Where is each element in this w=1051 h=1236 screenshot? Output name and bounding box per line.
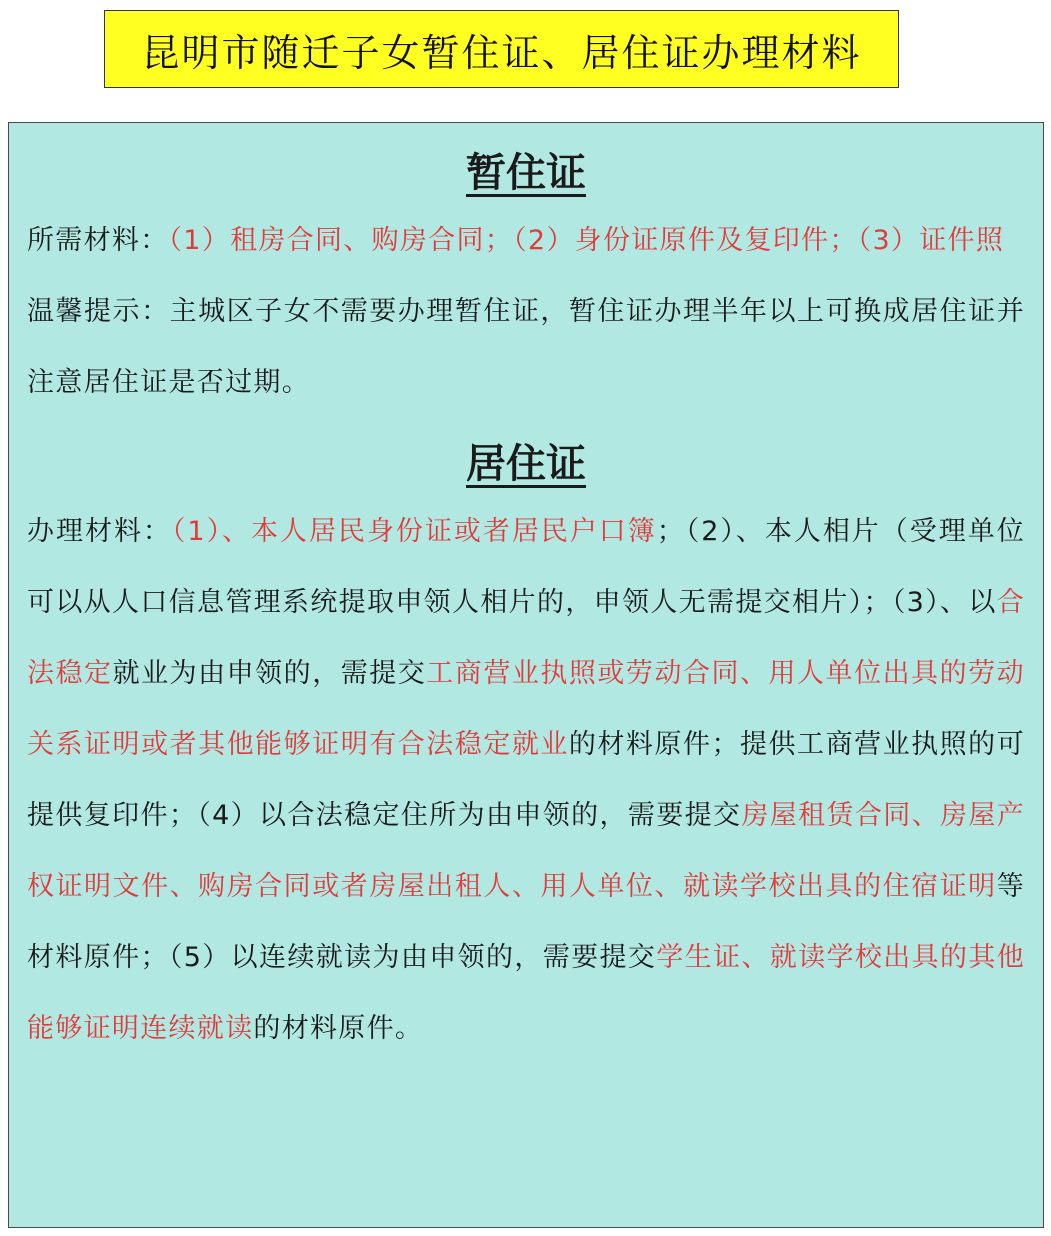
tip-label: 温馨提示： <box>27 296 170 327</box>
temp-permit-materials <box>27 205 1025 276</box>
rp-segment: 的材料原件；提供工商营业执照的可提供复印件；（4）以合法稳定住所为由申领的，需要提交 <box>27 729 1025 831</box>
temp-permit-heading <box>27 141 1025 205</box>
rp-segment: 办理材料： <box>27 516 172 547</box>
page-title: 昆明市随迁子女暂住证、居住证办理材料 <box>141 30 862 75</box>
materials-items: （1）租房合同、购房合同；（2）身份证原件及复印件；（3）证件照 <box>168 225 1005 256</box>
materials-label: 所需材料： <box>27 225 169 256</box>
temp-permit-tip <box>27 276 1025 418</box>
rp-segment: ；（2）、本人相片（受理单位可以从人口信息管理系统提取申领人相片的，申领人无需提交相片）；（3）、以 <box>27 516 1026 618</box>
rp-segment: （1）、本人居民身份证或者居民户口簿 <box>171 516 657 547</box>
rp-segment: 合法稳定 <box>27 587 1025 689</box>
tip-text: 主城区子女不需要办理暂住证，暂住证办理半年以上可换成居住证并注意居住证是否过期。 <box>27 296 1026 398</box>
title-banner <box>104 10 899 88</box>
temp-permit-heading-text: 暂住证 <box>466 150 586 196</box>
rp-segment: 房屋租赁合同、房屋产权证明文件、购房合同或者房屋出租人、用人单位、就读学校出具的住宿证明 <box>27 800 1026 902</box>
rp-segment: 就业为由申领的，需提交 <box>112 658 427 689</box>
rp-segment: 等材料原件；（5）以连续就读为由申领的，需要提交 <box>27 871 1025 973</box>
rp-segment: 的材料原件。 <box>253 1013 424 1044</box>
residence-permit-materials <box>27 496 1025 1064</box>
rp-segment: 工商营业执照或劳动合同、用人单位出具的劳动关系证明或者其他能够证明有合法稳定就业 <box>27 658 1025 760</box>
residence-permit-heading-text: 居住证 <box>466 441 586 487</box>
residence-permit-heading <box>27 432 1025 496</box>
rp-segment: 学生证、就读学校出具的其他能够证明连续就读 <box>27 942 1025 1044</box>
content-panel <box>8 122 1044 1228</box>
